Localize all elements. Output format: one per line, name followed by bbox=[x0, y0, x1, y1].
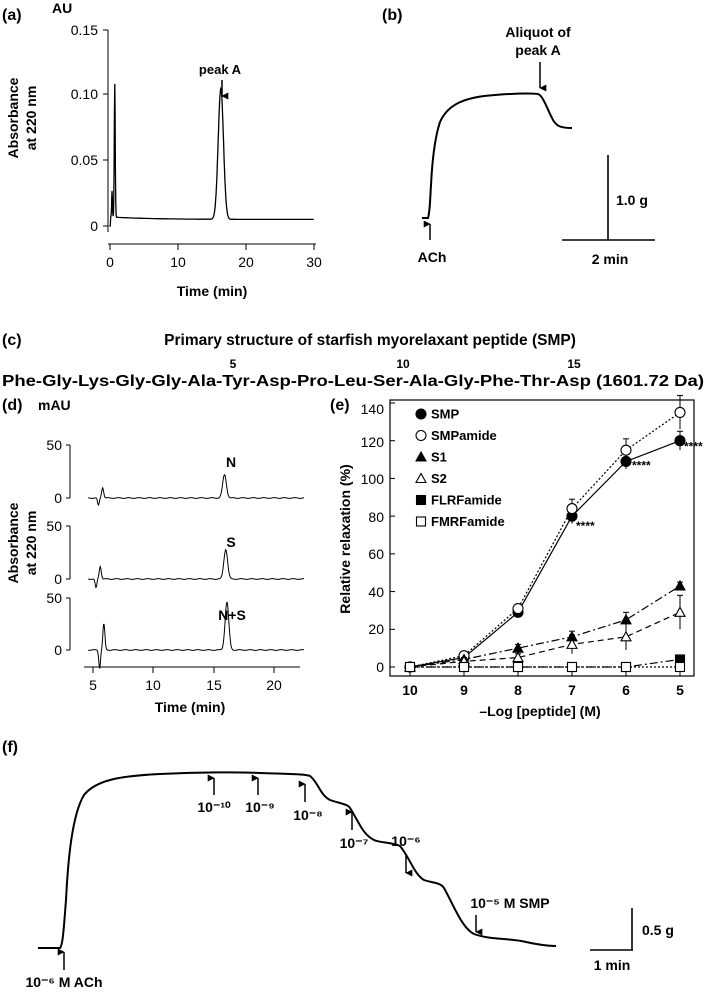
panel-c-position-mark: 5 bbox=[229, 357, 237, 371]
data-point-fmrfamide bbox=[514, 663, 523, 672]
panel-f-scale-bar bbox=[590, 908, 674, 973]
panel-e-series-flrfamide bbox=[406, 655, 685, 672]
panel-a-ytick: 0 bbox=[90, 218, 98, 234]
panel-e-ytick: 40 bbox=[368, 584, 384, 600]
legend-label-s1: S1 bbox=[431, 449, 447, 465]
panel-a-yticks bbox=[71, 22, 108, 234]
significance-marker: **** bbox=[576, 519, 595, 534]
panel-a-xtick: 10 bbox=[170, 254, 186, 270]
data-point-s2 bbox=[675, 607, 685, 616]
panel-e-ytick: 100 bbox=[360, 471, 384, 487]
panel-a-xtick: 30 bbox=[306, 254, 322, 270]
significance-marker: **** bbox=[684, 439, 703, 454]
panel-e-xticks bbox=[402, 682, 684, 698]
panel-e-xlabel: –Log [peptide] (M) bbox=[479, 703, 601, 719]
legend-label-flrfamide: FLRFamide bbox=[431, 492, 502, 508]
panel-d-trace-n bbox=[46, 437, 303, 506]
panel-f-dose-label: 10⁻⁷ bbox=[339, 835, 369, 851]
panel-d-chromatogram-n bbox=[88, 475, 304, 505]
panel-a-label: (a) bbox=[2, 7, 22, 24]
data-point-s2 bbox=[621, 632, 631, 641]
data-point-fmrfamide bbox=[676, 663, 685, 672]
panel-e-tick-marks bbox=[390, 403, 680, 676]
legend-marker-s1 bbox=[416, 452, 426, 461]
panel-b-scale-force: 1.0 g bbox=[616, 192, 648, 208]
panel-f bbox=[2, 739, 674, 990]
legend-marker-smpamide bbox=[416, 431, 426, 441]
panel-c-title: Primary structure of starfish myorelaxant peptide (SMP) bbox=[164, 332, 576, 349]
panel-f-dose-label: 10⁻⁹ bbox=[245, 799, 275, 815]
panel-b bbox=[382, 7, 655, 267]
panel-c-position-mark: 15 bbox=[567, 357, 581, 371]
panel-d-ytick: 0 bbox=[54, 571, 62, 587]
panel-c bbox=[2, 332, 704, 390]
panel-d-trace-label: S bbox=[226, 534, 236, 550]
panel-b-annotation-line1: Aliquot of bbox=[505, 24, 571, 40]
panel-e-ytick: 80 bbox=[368, 509, 384, 525]
panel-d-ylabel-line1: Absorbance bbox=[5, 502, 21, 584]
data-point-s1 bbox=[621, 615, 631, 624]
panel-e-ytick: 60 bbox=[368, 546, 384, 562]
panel-d-label: (d) bbox=[2, 397, 23, 414]
panel-f-dose-label: 10⁻⁶ bbox=[391, 833, 421, 849]
data-point-smpamide bbox=[675, 407, 685, 417]
legend-label-s2: S2 bbox=[431, 471, 447, 486]
panel-d-ylabel-line2: at 220 nm bbox=[23, 510, 39, 576]
panel-d-trace-n-plus-s bbox=[46, 590, 303, 668]
panel-a-xlabel: Time (min) bbox=[176, 283, 248, 299]
panel-f-label: (f) bbox=[2, 739, 18, 756]
panel-c-label: (c) bbox=[2, 332, 22, 349]
data-point-smpamide bbox=[567, 504, 577, 514]
data-point-fmrfamide bbox=[406, 663, 415, 672]
panel-b-label: (b) bbox=[382, 7, 403, 24]
panel-a-xticks bbox=[106, 244, 322, 270]
panel-e-ytick: 20 bbox=[368, 621, 384, 637]
legend-marker-smp bbox=[416, 409, 426, 419]
panel-d-xtick: 5 bbox=[89, 677, 97, 693]
panel-f-tension-trace bbox=[38, 772, 556, 948]
panel-d-ytick: 50 bbox=[46, 437, 62, 453]
panel-a-chromatogram-trace bbox=[109, 84, 313, 226]
panel-e-xtick: 7 bbox=[568, 682, 576, 698]
data-point-smpamide bbox=[621, 445, 631, 455]
panel-a-unit: AU bbox=[52, 0, 73, 16]
legend-label-smp: SMP bbox=[431, 406, 460, 422]
significance-marker: **** bbox=[632, 458, 651, 473]
panel-f-scale-time: 1 min bbox=[593, 957, 631, 973]
data-point-fmrfamide bbox=[568, 663, 577, 672]
panel-f-dose-label: 10⁻⁵ M SMP bbox=[470, 895, 550, 911]
legend-marker-flrfamide bbox=[417, 496, 426, 505]
series-line-smpamide bbox=[410, 412, 680, 667]
panel-a-peak-annotation: peak A bbox=[198, 62, 242, 77]
panel-e-ytick: 140 bbox=[360, 401, 384, 417]
panel-d-ytick: 0 bbox=[54, 642, 62, 658]
panel-d-xlabel: Time (min) bbox=[154, 699, 226, 715]
panel-e-ytick: 120 bbox=[360, 434, 384, 450]
panel-b-scale-time: 2 min bbox=[591, 251, 629, 267]
legend-label-smpamide: SMPamide bbox=[431, 428, 497, 443]
panel-a-ytick: 0.15 bbox=[70, 22, 98, 38]
panel-d-chromatogram-s bbox=[88, 550, 304, 588]
panel-e-legend bbox=[416, 407, 505, 530]
panel-d-ytick: 0 bbox=[54, 490, 62, 506]
panel-f-dose-label: 10⁻⁸ bbox=[293, 807, 323, 823]
panel-e-xtick: 10 bbox=[402, 682, 418, 698]
panel-a-xtick: 0 bbox=[106, 254, 114, 270]
data-point-fmrfamide bbox=[622, 663, 631, 672]
panel-d-xtick: 15 bbox=[206, 677, 222, 693]
panel-e-yticks bbox=[361, 401, 385, 675]
series-line-smp bbox=[410, 441, 680, 667]
panel-d-ytick: 50 bbox=[46, 590, 62, 606]
panel-f-scale-force: 0.5 g bbox=[642, 922, 674, 938]
panel-f-dose-label: 10⁻¹⁰ bbox=[197, 799, 231, 815]
legend-marker-fmrfamide bbox=[417, 517, 426, 526]
panel-e-series-s1 bbox=[405, 581, 685, 671]
panel-f-stimulus-label: 10⁻⁶ M ACh bbox=[25, 974, 103, 990]
panel-a-ylabel-line1: Absorbance bbox=[5, 77, 21, 159]
panel-b-tension-trace bbox=[422, 93, 572, 218]
panel-e-ytick: 0 bbox=[376, 659, 384, 675]
panel-c-position-mark: 10 bbox=[396, 357, 410, 371]
data-point-fmrfamide bbox=[460, 663, 469, 672]
panel-a-ytick: 0.10 bbox=[70, 86, 98, 102]
panel-e-ylabel: Relative relaxation (%) bbox=[337, 464, 353, 614]
panel-d-unit: mAU bbox=[38, 397, 71, 413]
panel-e-xtick: 8 bbox=[514, 682, 522, 698]
panel-d-ytick: 50 bbox=[46, 518, 62, 534]
panel-e-xtick: 5 bbox=[676, 682, 684, 698]
panel-d-xtick: 20 bbox=[266, 677, 282, 693]
data-point-smpamide bbox=[513, 604, 523, 614]
panel-a-ylabel-line2: at 220 nm bbox=[23, 85, 39, 151]
panel-d-xticks bbox=[89, 667, 282, 693]
data-point-s1 bbox=[675, 581, 685, 590]
panel-d-chromatogram-n-plus-s bbox=[88, 602, 304, 668]
series-line-s1 bbox=[410, 586, 680, 667]
panel-d bbox=[2, 397, 304, 715]
panel-a-ytick: 0.05 bbox=[70, 152, 98, 168]
panel-b-scale-bar bbox=[562, 155, 655, 267]
panel-b-stimulus-label: ACh bbox=[417, 249, 447, 265]
panel-a-xtick: 20 bbox=[238, 254, 254, 270]
panel-d-xtick: 10 bbox=[145, 677, 161, 693]
panel-b-annotation-line2: peak A bbox=[515, 42, 561, 58]
panel-d-trace-label: N bbox=[225, 454, 237, 470]
panel-e-xtick: 6 bbox=[622, 682, 630, 698]
panel-d-trace-label: N+S bbox=[218, 607, 246, 623]
panel-a bbox=[2, 0, 322, 299]
panel-e bbox=[330, 395, 703, 719]
legend-label-fmrfamide: FMRFamide bbox=[431, 514, 505, 529]
legend-marker-s2 bbox=[416, 474, 426, 483]
panel-e-xtick: 9 bbox=[460, 682, 468, 698]
panel-e-label: (e) bbox=[330, 397, 350, 414]
panel-c-sequence: Phe-Gly-Lys-Gly-Gly-Ala-Tyr-Asp-Pro-Leu-Ser-Ala-Gly-Phe-Thr-Asp (1601.72 Da) bbox=[2, 373, 704, 390]
panel-e-significance bbox=[576, 440, 703, 533]
panel-d-trace-s bbox=[46, 518, 303, 587]
